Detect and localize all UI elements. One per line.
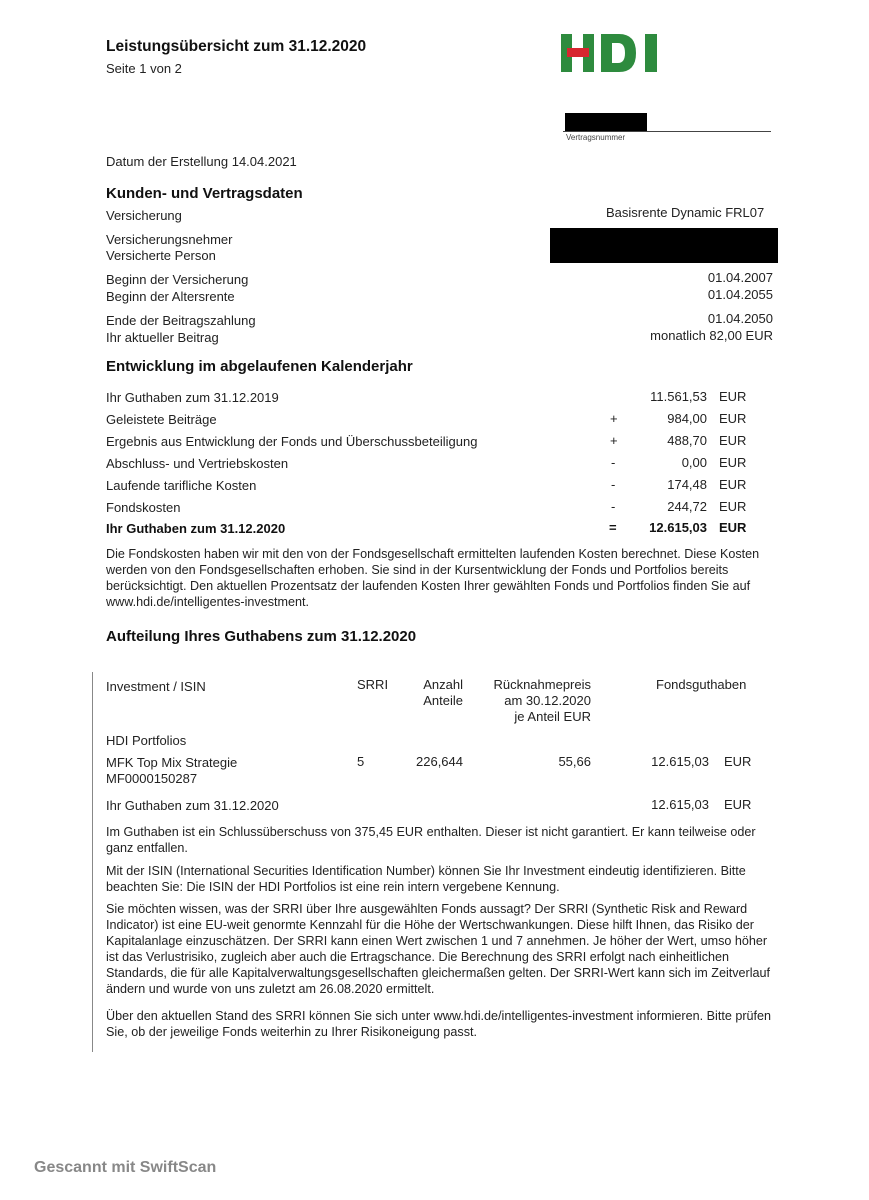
fund-group: HDI Portfolios (106, 733, 187, 748)
hdi-logo (561, 34, 661, 72)
redacted-contract-number (565, 113, 647, 132)
fund-value: 12.615,03 (651, 754, 709, 769)
dev-row-amount: 984,00 (667, 411, 707, 426)
col-fund-value: Fondsguthaben (656, 677, 747, 692)
dev-row-label: Fondskosten (106, 500, 181, 515)
dev-row-sign: - (611, 499, 616, 514)
dev-row-label: Geleistete Beiträge (106, 412, 217, 427)
dev-row-sign: - (611, 455, 616, 470)
insurance-label: Versicherung (106, 208, 182, 223)
dev-row-amount: 11.561,53 (650, 389, 707, 404)
col-price-1: Rücknahmepreis (493, 677, 591, 692)
fund-srri: 5 (357, 754, 365, 769)
allocation-total-currency: EUR (724, 797, 752, 812)
dev-row-currency: EUR (719, 411, 747, 426)
scan-footer: Gescannt mit SwiftScan (34, 1159, 217, 1176)
contribution-end-label: Ende der Beitragszahlung (106, 313, 256, 328)
dev-row-currency: EUR (719, 433, 747, 448)
dev-row-sign: - (611, 477, 616, 492)
fund-name: MFK Top Mix Strategie (106, 755, 238, 770)
fund-isin: MF0000150287 (106, 771, 198, 786)
dev-row-label: Ergebnis aus Entwicklung der Fonds und Überschussbeteiligung (106, 434, 478, 449)
dev-row-amount: 488,70 (667, 433, 707, 448)
insurance-begin-value: 01.04.2007 (707, 270, 773, 285)
fund-costs-note: Die Fondskosten haben wir mit den von der Fondsgesellschaft ermittelten laufenden Kosten berechnet. Diese Kosten werden von den Fondsgesellschaften erhoben. Sie sind in der Kursentwicklung der Fonds und Portfolios bereits berücksichtigt. Den aktuellen Prozentsatz der laufenden Kosten Ihrer gewählten Fonds und Portfolios finden Sie auf www.hdi.de/intelligentes-investment. (106, 547, 760, 609)
col-units-2: Anteile (423, 693, 463, 708)
customer-heading: Kunden- und Vertragsdaten (106, 185, 303, 202)
fund-currency: EUR (724, 754, 752, 769)
insurance-value: Basisrente Dynamic FRL07 (606, 205, 765, 220)
dev-row-amount: 0,00 (681, 455, 707, 470)
srri-info-note: Über den aktuellen Stand des SRRI können Sie sich unter www.hdi.de/intelligentes-investment informieren. Bitte prüfen Sie, ob der jeweilige Fonds weiterhin zu Ihrer Risikoneigung passt. (106, 1009, 772, 1039)
terminal-bonus-note: Im Guthaben ist ein Schlussüberschuss von 375,45 EUR enthalten. Dieser ist nicht garantiert. Er kann teilweise oder ganz entfallen. (106, 825, 756, 855)
development-heading: Entwicklung im abgelaufenen Kalenderjahr (106, 358, 413, 375)
col-srri: SRRI (357, 677, 389, 692)
dev-row-sign: + (610, 411, 618, 426)
col-investment: Investment / ISIN (106, 679, 206, 694)
dev-total-sign: = (609, 520, 617, 535)
dev-row-currency: EUR (719, 499, 747, 514)
dev-row-label: Abschluss- und Vertriebskosten (106, 456, 289, 471)
dev-row-amount: 244,72 (667, 499, 707, 514)
allocation-heading: Aufteilung Ihres Guthabens zum 31.12.2020 (106, 628, 417, 645)
redacted-name (550, 228, 778, 263)
dev-row-amount: 174,48 (667, 477, 707, 492)
col-price-3: je Anteil EUR (514, 709, 591, 724)
current-contribution-label: Ihr aktueller Beitrag (106, 330, 219, 345)
col-price-2: am 30.12.2020 (504, 693, 591, 708)
col-units-1: Anzahl (423, 677, 463, 692)
insurance-begin-label: Beginn der Versicherung (106, 272, 249, 287)
policyholder-label: Versicherungsnehmer (106, 232, 233, 247)
dev-row-sign: + (610, 433, 618, 448)
dev-row-label: Ihr Guthaben zum 31.12.2019 (106, 390, 279, 405)
document-title: Leistungsübersicht zum 31.12.2020 (106, 38, 367, 55)
margin-line (92, 672, 93, 1052)
contract-number-label: Vertragsnummer (566, 133, 626, 142)
isin-note: Mit der ISIN (International Securities Identification Number) können Sie Ihr Investment eindeutig identifizieren. Bitte beachten Sie: Die ISIN der HDI Portfolios ist eine rein intern vergebene Kennung. (106, 864, 746, 894)
insured-person-label: Versicherte Person (106, 248, 216, 263)
dev-total-currency: EUR (719, 520, 747, 535)
allocation-total-label: Ihr Guthaben zum 31.12.2020 (106, 798, 279, 813)
fund-price: 55,66 (558, 754, 591, 769)
pension-begin-value: 01.04.2055 (707, 287, 773, 302)
fund-units: 226,644 (416, 754, 463, 769)
srri-note: Sie möchten wissen, was der SRRI über Ihre ausgewählten Fonds aussagt? Der SRRI (Synthetic Risk and Reward Indicator) ist eine EU-weit genormte Kennzahl für die Höhe der Wertschwankungen. Diese hilft Ihnen, das Risiko der Kapitalanlage einzuschätzen. Der SRRI kann einen Wert zwischen 1 und 7 annehmen. Je höher der Wert, umso höher ist das Verlustrisiko, zugleich aber auch die Ertragschance. Die Berechnung des SRRI erfolgt nach einheitlichen Standards, die für alle Kapitalverwaltungsgesellschaften gleichermaßen gelten. Der SRRI-Wert kann sich im Zeitverlauf ändern und wurde von uns zuletzt am 26.08.2020 ermittelt. (106, 902, 771, 996)
current-contribution-value: monatlich 82,00 EUR (650, 328, 773, 343)
page-indicator: Seite 1 von 2 (106, 61, 182, 76)
creation-date: Datum der Erstellung 14.04.2021 (106, 154, 297, 169)
contribution-end-value: 01.04.2050 (707, 311, 773, 326)
dev-row-currency: EUR (719, 455, 747, 470)
dev-total-label: Ihr Guthaben zum 31.12.2020 (106, 521, 286, 536)
contract-number-line (563, 131, 771, 132)
allocation-total-value: 12.615,03 (651, 797, 709, 812)
dev-row-currency: EUR (719, 389, 747, 404)
dev-row-label: Laufende tarifliche Kosten (106, 478, 257, 493)
dev-row-currency: EUR (719, 477, 747, 492)
dev-total-amount: 12.615,03 (649, 520, 707, 535)
pension-begin-label: Beginn der Altersrente (106, 289, 235, 304)
